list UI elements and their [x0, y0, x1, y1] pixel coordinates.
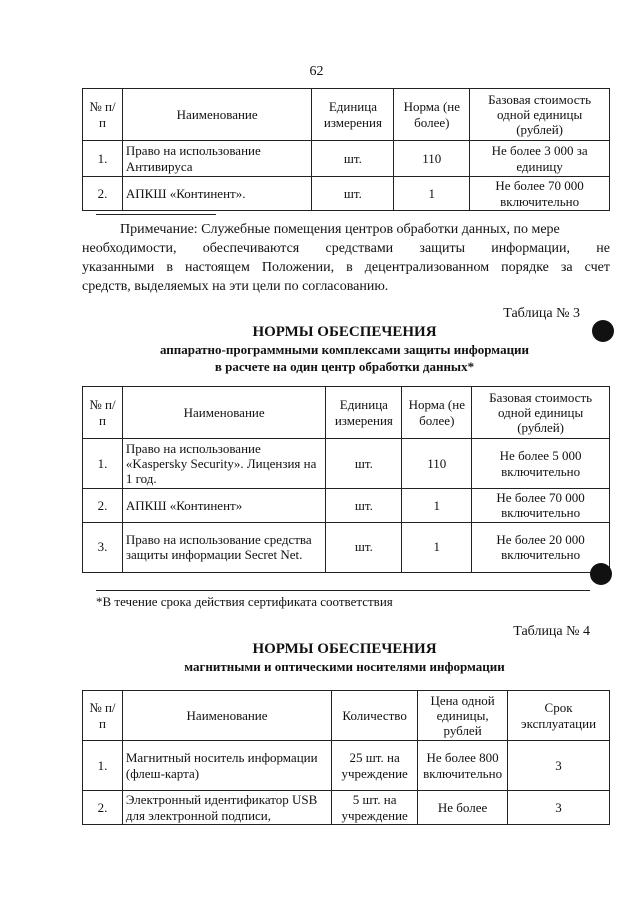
table-cell: 1. [83, 439, 123, 489]
column-header: Наименование [122, 691, 331, 741]
table-header-row [83, 691, 610, 741]
table-cell: Магнитный носитель информации (флеш-карта) [122, 741, 331, 791]
table-3-heading: НОРМЫ ОБЕСПЕЧЕНИЯ [252, 324, 437, 340]
column-header: Норма (не более) [402, 387, 472, 439]
table-4 [82, 690, 610, 825]
table-3-subheading: в расчете на один центр обработки данных* [214, 359, 475, 374]
table-cell: Не более 70 000 включительно [470, 177, 610, 211]
table-cell: Право на использование средства защиты информации Secret Net. [122, 522, 325, 572]
footnote-separator [96, 590, 590, 591]
table-cell: 25 шт. на учреждение [332, 741, 418, 791]
column-header: Единица измерения [312, 89, 394, 141]
table-header-row [83, 89, 610, 141]
column-header: Базовая стоимость одной единицы (рублей) [470, 89, 610, 141]
table-cell: АПКШ «Континент» [122, 489, 325, 523]
column-header: Срок эксплуатации [508, 691, 610, 741]
table-row [83, 439, 610, 489]
table-cell: Право на использование «Kaspersky Security». Лицензия на 1 год. [122, 439, 325, 489]
table-cell: шт. [326, 489, 402, 523]
table-cell: 1. [83, 741, 123, 791]
footnote: *В течение срока действия сертификата соответствия [96, 594, 393, 609]
column-header: Норма (не более) [394, 89, 470, 141]
table-row [83, 141, 610, 177]
table-cell: 1. [83, 141, 123, 177]
column-header: Наименование [122, 387, 325, 439]
column-header: Единица измерения [326, 387, 402, 439]
table-cell: 1 [402, 522, 472, 572]
table-cell: шт. [326, 522, 402, 572]
table-row [83, 177, 610, 211]
note-line-1: Примечание: Служебные помещения центров обработки данных, по мере [120, 222, 560, 237]
table-cell: 2. [83, 791, 123, 825]
table-3-subheading: аппаратно-программными комплексами защиты информации [159, 342, 530, 357]
table-header-row [83, 387, 610, 439]
note-line-2: необходимости, обеспечиваются средствами защиты информации, не [82, 241, 610, 256]
note-separator [96, 214, 216, 215]
table-cell: 5 шт. на учреждение [332, 791, 418, 825]
column-header: Количество [332, 691, 418, 741]
table-cell: Не более 3 000 за единицу [470, 141, 610, 177]
table-cell: шт. [326, 439, 402, 489]
column-header: № п/п [83, 691, 123, 741]
table-cell: шт. [312, 177, 394, 211]
column-header: № п/п [83, 387, 123, 439]
column-header: № п/п [83, 89, 123, 141]
table-cell: 3 [508, 791, 610, 825]
note-line-3: указанными в настоящем Положении, в децентрализованном порядке за счет [82, 260, 610, 275]
column-header: Цена одной единицы, рублей [418, 691, 508, 741]
table-cell: 110 [394, 141, 470, 177]
table-cell: 2. [83, 489, 123, 523]
table-cell: 2. [83, 177, 123, 211]
table-row [83, 791, 610, 825]
table-cell: Электронный идентификатор USB для электронной подписи, [122, 791, 331, 825]
note-line-4: средств, выделяемых на эти цели по согласованию. [82, 279, 389, 294]
table-3-label: Таблица № 3 [503, 306, 580, 321]
table-cell: 110 [402, 439, 472, 489]
table-cell: Не более [418, 791, 508, 825]
table-4-heading: НОРМЫ ОБЕСПЕЧЕНИЯ [252, 641, 437, 657]
page-number: 62 [309, 64, 324, 79]
table-row [83, 741, 610, 791]
table-cell: Не более 20 000 включительно [472, 522, 610, 572]
punch-hole-mark [590, 563, 612, 585]
table-row [83, 489, 610, 523]
table-cell: шт. [312, 141, 394, 177]
table-4-label: Таблица № 4 [513, 624, 590, 639]
table-cell: Право на использование Антивируса [122, 141, 312, 177]
table-4-subheading: магнитными и оптическими носителями информации [184, 659, 505, 674]
table-cell: Не более 800 включительно [418, 741, 508, 791]
table-cell: АПКШ «Континент». [122, 177, 312, 211]
table-cell: 1 [394, 177, 470, 211]
table-cell: 3 [508, 741, 610, 791]
table-cell: Не более 70 000 включительно [472, 489, 610, 523]
table-row [83, 522, 610, 572]
table-3 [82, 386, 610, 573]
table-cell: 3. [83, 522, 123, 572]
table-cell: Не более 5 000 включительно [472, 439, 610, 489]
table-1 [82, 88, 610, 211]
table-cell: 1 [402, 489, 472, 523]
column-header: Базовая стоимость одной единицы (рублей) [472, 387, 610, 439]
column-header: Наименование [122, 89, 312, 141]
